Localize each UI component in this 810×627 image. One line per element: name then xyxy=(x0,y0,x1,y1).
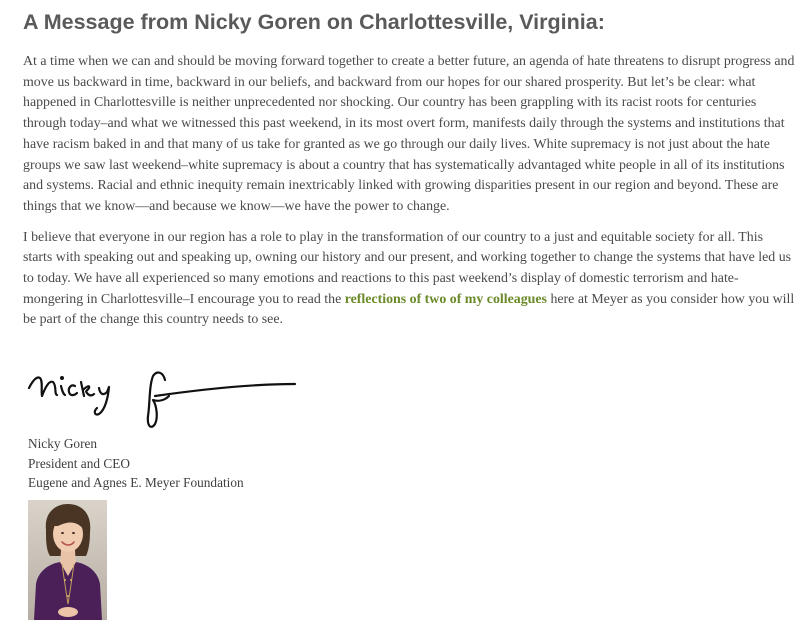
signer-organization: Eugene and Agnes E. Meyer Foundation xyxy=(28,475,244,490)
page-title: A Message from Nicky Goren on Charlottesville, Virginia: xyxy=(23,10,605,34)
paragraph-1: At a time when we can and should be moving forward together to create a better future, an agenda of hate threatens to disrupt progress and move us backward in time, backward in our beliefs, and backward from our hopes for our shared prosperity. But let’s be clear: what happened in Charlottesville is neither unprecedented nor shocking. Our country has been grappling with its racist roots for centuries through today–and what we witnessed this past weekend, in its most overt form, manifests daily through the systems and institutions that have racism baked in and that many of us take for granted as we go through our daily lives. White supremacy is not just about the hate groups we saw last weekend–white supremacy is about a country that has systematically advantaged white people in all of its institutions and systems. Racial and ethnic inequity remain inextricably linked with growing disparities present in our region and beyond. These are things that we know—and because we know—we have the power to change. xyxy=(23,54,795,214)
paragraph-2 xyxy=(23,228,795,332)
colleagues-reflections-link[interactable]: reflections of two of my colleagues xyxy=(344,291,547,307)
paragraph-2-tail: here at Meyer as you consider how you will be part of the change this country needs to see. xyxy=(23,291,795,328)
handwritten-signature xyxy=(27,366,307,436)
portrait-photo xyxy=(28,500,107,620)
article xyxy=(23,8,795,341)
signer-title: President and CEO xyxy=(28,455,130,471)
signature-block xyxy=(28,434,244,493)
paragraph-2-lead: I believe that everyone in our region has a role to play in the transformation of our country to a just and equitable society for all. This starts with speaking out and speaking up, owning our history and our present, and working together to change the systems that have led us to today. We have all experienced so many emotions and reactions to this past weekend’s display of domestic terrorism and hate-mongering in Charlottesville–I encourage you to read the xyxy=(23,229,792,307)
signer-name: Nicky Goren xyxy=(28,436,98,451)
